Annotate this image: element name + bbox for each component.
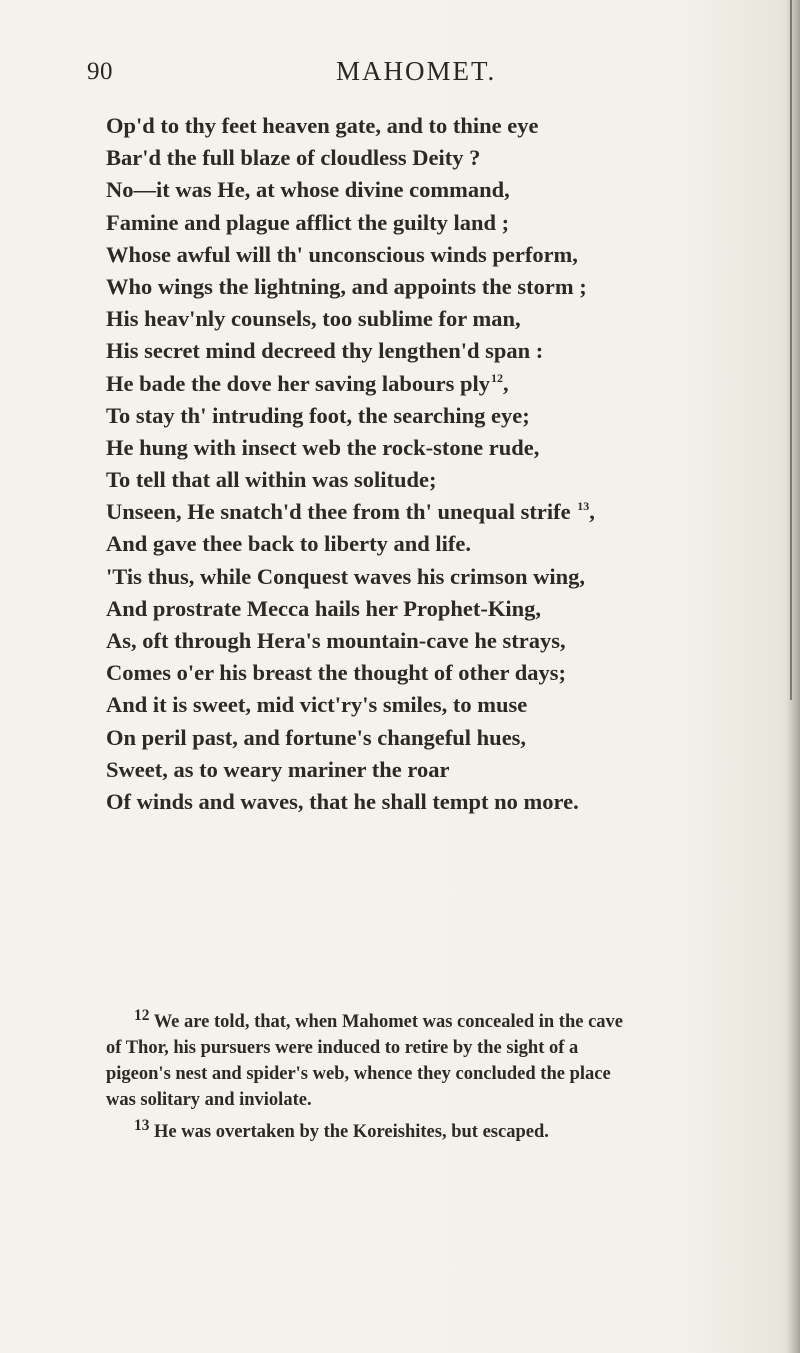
footnotes	[106, 1003, 796, 1146]
footnote-line: was solitary and inviolate.	[106, 1089, 312, 1110]
poem-line: Who wings the lightning, and appoints the storm ;	[106, 273, 587, 299]
poem-line: Comes o'er his breast the thought of other days;	[106, 660, 566, 686]
poem-line: His secret mind decreed thy lengthen'd span :	[106, 338, 544, 364]
poem-line: Whose awful will th' unconscious winds perform,	[106, 241, 578, 267]
poem-line: And gave thee back to liberty and life.	[106, 531, 471, 557]
poem-line: His heav'nly counsels, too sublime for man,	[106, 306, 521, 332]
poem-line: As, oft through Hera's mountain-cave he strays,	[106, 628, 566, 653]
footnote-13	[106, 1113, 796, 1146]
poem-line-text: He bade the dove her saving labours ply	[106, 370, 491, 396]
line-punctuation: ,	[589, 499, 595, 525]
footnote-reference-13[interactable]: 13	[577, 499, 590, 514]
poem-text	[106, 110, 786, 818]
poem-line-with-note	[106, 496, 786, 528]
footnote-text: He was overtaken by the Koreishites, but escaped.	[154, 1122, 549, 1143]
poem-line: Famine and plague afflict the guilty land ;	[106, 209, 510, 235]
poem-line-with-note	[106, 368, 786, 400]
page-edge-shadow	[786, 0, 800, 1353]
poem-line: To tell that all within was solitude;	[106, 467, 437, 493]
page-number: 90	[87, 58, 113, 85]
poem-line: And prostrate Mecca hails her Prophet-King,	[106, 595, 541, 621]
poem-line: 'Tis thus, while Conquest waves his crimson wing,	[106, 563, 586, 589]
footnote-text: We are told, that, when Mahomet was concealed in the cave	[153, 1012, 623, 1033]
footnote-reference-12[interactable]: 12	[491, 370, 504, 385]
page-edge-line	[790, 0, 792, 700]
footnote-line: pigeon's nest and spider's web, whence they concluded the place	[106, 1063, 611, 1084]
poem-line: On peril past, and fortune's changeful hues,	[106, 724, 527, 750]
footnote-12-first-line	[106, 1003, 796, 1036]
line-punctuation: ,	[503, 370, 509, 396]
running-title: MAHOMET.	[336, 56, 497, 86]
poem-line: He hung with insect web the rock-stone rude,	[106, 434, 540, 460]
poem-line: Bar'd the full blaze of cloudless Deity ?	[106, 145, 481, 171]
poem-line: And it is sweet, mid vict'ry's smiles, to muse	[106, 692, 528, 718]
running-head	[0, 50, 800, 90]
footnote-marker-13: 13	[134, 1117, 150, 1135]
poem-line-text: Unseen, He snatch'd thee from th' unequal strife	[106, 499, 571, 525]
poem-line: Sweet, as to weary mariner the roar	[106, 756, 450, 782]
footnote-line: of Thor, his pursuers were induced to retire by the sight of a	[106, 1037, 579, 1058]
poem-line: No—it was He, at whose divine command,	[106, 177, 510, 203]
poem-line: To stay th' intruding foot, the searching eye;	[106, 402, 530, 428]
poem-line: Op'd to thy feet heaven gate, and to thine eye	[106, 113, 539, 138]
poem-line: Of winds and waves, that he shall tempt no more.	[106, 788, 579, 814]
footnote-marker-12: 12	[134, 1007, 150, 1024]
